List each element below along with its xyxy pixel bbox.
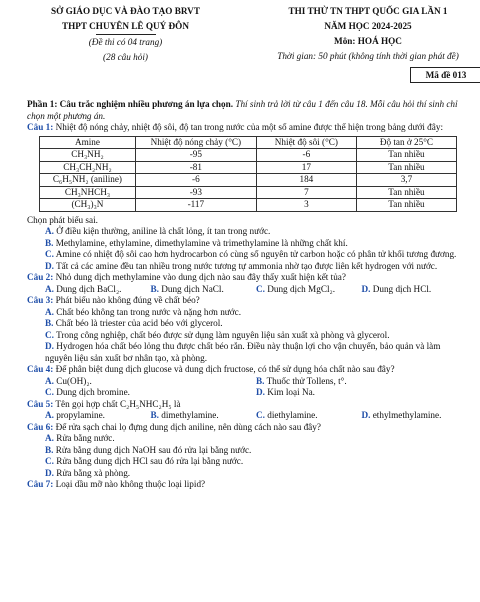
option-key: D. bbox=[45, 341, 54, 351]
part1-title: Phần 1: Câu trắc nghiệm nhiều phương án lựa chọn. bbox=[27, 99, 234, 109]
exam-header bbox=[14, 0, 466, 96]
answer-option: D. Kim loại Na. bbox=[256, 387, 315, 397]
question-2 bbox=[27, 272, 467, 284]
question-label: Câu 7: bbox=[27, 479, 54, 489]
answer-option: D. Dung dịch HCl. bbox=[361, 283, 432, 294]
school-year: NĂM HỌC 2024-2025 bbox=[324, 21, 412, 31]
option-key: A. bbox=[45, 226, 54, 236]
option-key: B. bbox=[45, 318, 54, 328]
table-header: Độ tan ở 25°C bbox=[356, 136, 456, 149]
table-cell: -93 bbox=[135, 186, 256, 199]
answer-option bbox=[27, 249, 467, 261]
question-prompt: Chọn phát biểu sai. bbox=[27, 214, 98, 225]
table-cell: 3,7 bbox=[356, 174, 456, 187]
table-cell: -81 bbox=[135, 161, 256, 174]
question-6 bbox=[27, 422, 467, 434]
table-row bbox=[40, 186, 457, 199]
answer-option bbox=[27, 341, 467, 364]
answer-option: D. ethylmethylamine. bbox=[361, 410, 442, 420]
answer-option-row bbox=[27, 284, 467, 296]
subject: Môn: HOÁ HỌC bbox=[334, 36, 402, 46]
table-cell: 7 bbox=[256, 186, 356, 199]
question-text: Phát biểu nào không đúng về chất béo? bbox=[53, 295, 200, 305]
option-text: Rửa bằng dung dịch HCl sau đó rửa lại bằng nước. bbox=[53, 456, 244, 466]
option-text: Methylamine, ethylamine, dimethylamine và trimethylamine là những chất khí. bbox=[53, 237, 348, 248]
question-label: Câu 4: bbox=[27, 364, 54, 374]
page-count: (Đề thi có 04 trang) bbox=[88, 37, 163, 47]
table-row bbox=[40, 174, 457, 187]
option-key: C. bbox=[45, 329, 54, 340]
answer-option bbox=[27, 307, 467, 319]
table-cell: -117 bbox=[135, 199, 256, 212]
answer-option bbox=[27, 456, 467, 468]
answer-option bbox=[27, 445, 467, 457]
question-7 bbox=[27, 479, 467, 491]
part1-heading bbox=[27, 99, 467, 122]
table-header: Nhiệt độ nóng chảy (°C) bbox=[135, 136, 256, 149]
question-3 bbox=[27, 295, 467, 307]
table-row bbox=[40, 161, 457, 174]
question-text: Để phân biệt dung dịch glucose và dung dịch fructose, có thể sử dụng hóa chất nào sau đây? bbox=[53, 364, 395, 374]
table-cell: CH₃NH₂ bbox=[40, 149, 136, 162]
question-label: Câu 6: bbox=[27, 421, 54, 432]
option-text: Rửa bằng nước. bbox=[53, 433, 115, 443]
option-text: Chất béo là triester của acid béo với glycerol. bbox=[53, 318, 223, 328]
option-text: Trong công nghiệp, chất béo được sử dụng làm nguyên liệu sản xuất xà phòng và glycerol. bbox=[53, 329, 390, 340]
table-cell: (CH₃)₃N bbox=[40, 199, 136, 212]
option-key: C. bbox=[45, 249, 54, 259]
option-text: Amine có nhiệt độ sôi cao hơn hydrocarbon có cùng số nguyên tử carbon hoặc có phân tử khối tương đương. bbox=[53, 249, 457, 259]
option-text: Hydrogen hóa chất béo lỏng thu được chất béo rắn. Điều này thuận lợi cho vận chuyển, bảo quản và làm nguyên liệu sản xuất bơ nhân tạo, xà phòng. bbox=[45, 341, 441, 363]
answer-option bbox=[27, 226, 467, 238]
answer-option-row bbox=[27, 387, 467, 399]
option-text: Tất cả các amine đều tan nhiều trong nước tương tự ammonia nhờ tạo được liên kết hydrogen với nước. bbox=[53, 260, 438, 271]
answer-option: B. Dung dịch NaCl. bbox=[150, 283, 224, 294]
answer-option bbox=[27, 433, 467, 445]
answer-option: C. Dung dịch bromine. bbox=[45, 387, 130, 397]
table-header: Amine bbox=[40, 136, 136, 149]
question-text: Nhiệt độ nóng chảy, nhiệt độ sôi, độ tan trong nước của một số amine được thể hiện trong bảng dưới đây: bbox=[53, 122, 444, 132]
option-key: D. bbox=[45, 467, 54, 478]
answer-option: B. Thuốc thử Tollens, t°. bbox=[256, 375, 347, 386]
question-count: (28 câu hỏi) bbox=[103, 52, 148, 62]
answer-option bbox=[27, 468, 467, 480]
answer-option bbox=[27, 318, 467, 330]
answer-option: B. dimethylamine. bbox=[150, 410, 219, 420]
question-text: Để rửa sạch chai lọ đựng dung dịch aniline, nên dùng cách nào sau đây? bbox=[53, 421, 321, 432]
question-text: Tên gọi hợp chất C₂H₅NHC₂H₅ là bbox=[53, 398, 181, 409]
time-limit: Thời gian: 50 phút (không tính thời gian phát đề) bbox=[277, 51, 459, 61]
table-cell: -95 bbox=[135, 149, 256, 162]
question-label: Câu 2: bbox=[27, 272, 54, 282]
answer-option bbox=[27, 261, 467, 273]
table-cell: 184 bbox=[256, 174, 356, 187]
question-4 bbox=[27, 364, 467, 376]
answer-option: A. propylamine. bbox=[45, 410, 105, 420]
header-right bbox=[250, 4, 480, 64]
table-cell: Tan nhiều bbox=[356, 186, 456, 199]
table-cell: 17 bbox=[256, 161, 356, 174]
option-text: Ở điều kiện thường, aniline là chất lỏng, ít tan trong nước. bbox=[53, 226, 271, 236]
answer-option-row bbox=[27, 376, 467, 388]
question-1 bbox=[27, 122, 467, 134]
amine-table bbox=[39, 136, 457, 212]
table-cell: C₆H₅NH₂ (aniline) bbox=[40, 174, 136, 187]
question-text: Loại dầu mỡ nào không thuộc loại lipid? bbox=[53, 479, 206, 489]
table-cell: -6 bbox=[256, 149, 356, 162]
part1-instruction: Thí sinh trả lời từ câu 1 đến câu 18. Mỗi câu hỏi thí sinh chỉ chọn một phương án. bbox=[27, 99, 458, 121]
exam-title: THI THỬ TN THPT QUỐC GIA LẦN 1 bbox=[288, 6, 448, 16]
question-label: Câu 1: bbox=[27, 122, 54, 132]
answer-option bbox=[27, 238, 467, 250]
header-left bbox=[28, 4, 223, 65]
option-text: Rửa bằng xà phòng. bbox=[53, 467, 131, 478]
exam-code: Mã đề 013 bbox=[410, 67, 480, 83]
table-row bbox=[40, 149, 457, 162]
table-cell: CH₃CH₂NH₂ bbox=[40, 161, 136, 174]
table-cell: Tan nhiều bbox=[356, 199, 456, 212]
option-key: C. bbox=[45, 456, 54, 466]
exam-content bbox=[27, 99, 467, 491]
department-name: SỞ GIÁO DỤC VÀ ĐÀO TẠO BRVT bbox=[51, 6, 200, 16]
question-text: Nhỏ dung dịch methylamine vào dung dịch nào sau đây thấy xuất hiện kết tủa? bbox=[53, 272, 346, 282]
question-label: Câu 5: bbox=[27, 398, 54, 409]
answer-option: C. diethylamine. bbox=[256, 410, 318, 420]
question-label: Câu 3: bbox=[27, 295, 54, 305]
answer-option: C. Dung dịch MgCl₂. bbox=[256, 283, 336, 294]
table-header: Nhiệt độ sôi (°C) bbox=[256, 136, 356, 149]
table-cell: -6 bbox=[135, 174, 256, 187]
answer-option-row bbox=[27, 410, 467, 422]
option-key: A. bbox=[45, 306, 54, 317]
answer-option bbox=[27, 330, 467, 342]
table-cell: Tan nhiều bbox=[356, 149, 456, 162]
option-key: B. bbox=[45, 444, 54, 455]
option-text: Rửa bằng dung dịch NaOH sau đó rửa lại bằng nước. bbox=[53, 444, 252, 455]
table-cell: 3 bbox=[256, 199, 356, 212]
option-key: A. bbox=[45, 433, 54, 443]
answer-option: A. Dung dịch BaCl₂. bbox=[45, 283, 122, 294]
school-name: THPT CHUYÊN LÊ QUÝ ĐÔN bbox=[62, 21, 189, 31]
table-cell: CH₃NHCH₃ bbox=[40, 186, 136, 199]
option-text: Chất béo không tan trong nước và nặng hơn nước. bbox=[53, 306, 242, 317]
table-row bbox=[40, 199, 457, 212]
table-cell: Tan nhiều bbox=[356, 161, 456, 174]
question-5 bbox=[27, 399, 467, 411]
option-key: D. bbox=[45, 260, 54, 271]
answer-option: A. Cu(OH)₂. bbox=[45, 375, 92, 386]
table-header-row bbox=[40, 136, 457, 149]
option-key: B. bbox=[45, 237, 54, 248]
